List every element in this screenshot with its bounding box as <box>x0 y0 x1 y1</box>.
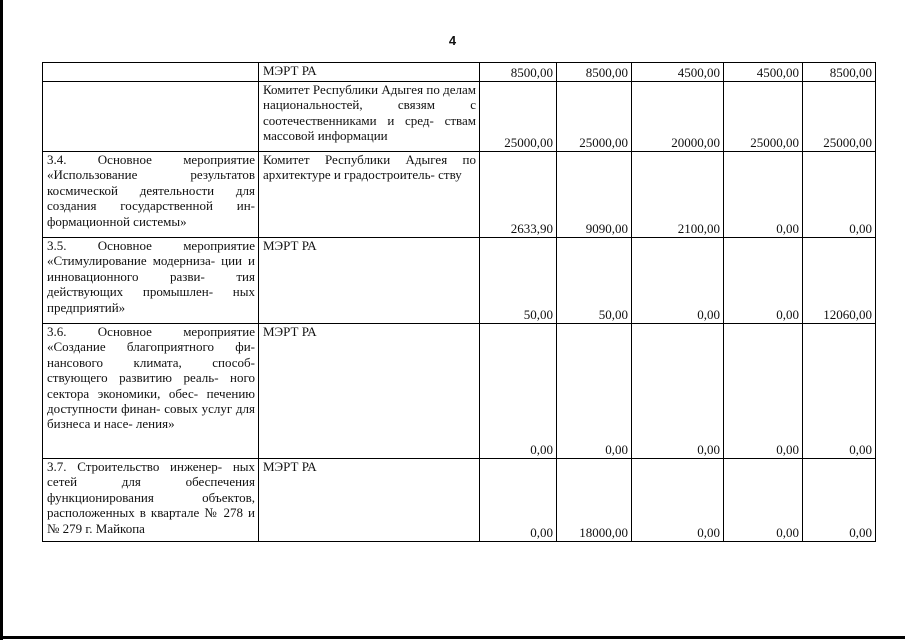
funding-value-cell: 18000,00 <box>557 459 632 542</box>
description-line: формационной системы» <box>47 213 187 229</box>
description-line: № 278 и № 279 г. Майкопа <box>47 505 255 536</box>
funding-value-cell: 50,00 <box>557 238 632 324</box>
activity-description-cell <box>43 324 259 459</box>
budget-table <box>42 62 876 542</box>
funding-value-cell: 0,00 <box>557 324 632 459</box>
executor-cell <box>259 324 480 459</box>
funding-value-cell: 2100,00 <box>632 152 724 238</box>
description-line: функционирования объектов, <box>47 489 255 505</box>
executor-line: МЭРТ РА <box>263 324 317 339</box>
activity-description-cell <box>43 459 259 542</box>
funding-value-cell: 20000,00 <box>632 82 724 152</box>
description-line: совых услуг для бизнеса и насе- <box>47 401 255 432</box>
scan-bottom-border <box>0 636 905 639</box>
executor-line: с соотечественниками и сред- <box>263 97 477 128</box>
description-line: создания государственной ин- <box>47 198 255 214</box>
description-line: космической деятельности для <box>47 182 255 198</box>
activity-description-cell <box>43 82 259 152</box>
funding-value-cell: 25000,00 <box>803 82 876 152</box>
funding-value-cell: 0,00 <box>632 324 724 459</box>
funding-value-cell: 50,00 <box>480 238 557 324</box>
page-number: 4 <box>448 33 457 48</box>
executor-line: Комитет Республики Адыгея по <box>263 152 476 167</box>
description-line: ного сектора экономики, обес- <box>47 370 256 401</box>
executor-line: Комитет Республики Адыгея по <box>263 82 440 97</box>
funding-value-cell: 8500,00 <box>480 63 557 82</box>
description-line: «Стимулирование модерниза- <box>47 253 216 269</box>
funding-value-cell: 4500,00 <box>632 63 724 82</box>
table-row <box>43 238 876 324</box>
executor-cell <box>259 152 480 238</box>
activity-description-cell <box>43 238 259 324</box>
funding-value-cell: 0,00 <box>632 459 724 542</box>
funding-value-cell: 25000,00 <box>480 82 557 152</box>
funding-value-cell: 0,00 <box>803 324 876 459</box>
activity-description-cell <box>43 63 259 82</box>
funding-value-cell: 0,00 <box>480 459 557 542</box>
executor-line: ству <box>438 167 462 183</box>
funding-value-cell: 0,00 <box>480 324 557 459</box>
funding-value-cell: 0,00 <box>724 324 803 459</box>
funding-value-cell: 0,00 <box>803 152 876 238</box>
description-line: расположенных в квартале <box>47 505 200 521</box>
description-line: нансового климата, способ- <box>47 354 255 370</box>
description-line: тия действующих промышлен- <box>47 268 255 300</box>
description-line: ствующего развитию реаль- <box>47 370 219 386</box>
scan-left-border <box>0 0 3 640</box>
executor-line: архитектуре и градостроитель- <box>263 167 435 183</box>
executor-line: МЭРТ РА <box>263 459 317 474</box>
funding-value-cell: 0,00 <box>724 152 803 238</box>
table-body <box>43 63 876 542</box>
description-line: 3.4. Основное мероприятие <box>47 152 255 167</box>
executor-cell <box>259 63 480 82</box>
executor-line: ствам массовой информации <box>263 112 477 144</box>
table-row <box>43 63 876 82</box>
activity-description-cell <box>43 152 259 238</box>
executor-line: МЭРТ РА <box>263 238 317 253</box>
funding-value-cell: 8500,00 <box>803 63 876 82</box>
executor-line: МЭРТ РА <box>263 63 317 78</box>
executor-cell <box>259 238 480 324</box>
description-line: ления» <box>135 416 175 432</box>
table-row <box>43 324 876 459</box>
executor-cell <box>259 82 480 152</box>
funding-value-cell: 2633,90 <box>480 152 557 238</box>
funding-value-cell: 12060,00 <box>803 238 876 324</box>
description-line: 3.5. Основное мероприятие <box>47 238 255 253</box>
funding-value-cell: 8500,00 <box>557 63 632 82</box>
executor-line: делам национальностей, связям <box>263 82 477 113</box>
funding-value-cell: 0,00 <box>724 459 803 542</box>
description-line: ных предприятий» <box>47 284 255 315</box>
table-row <box>43 82 876 152</box>
funding-value-cell: 0,00 <box>724 238 803 324</box>
description-line: 3.6. Основное мероприятие <box>47 324 255 339</box>
funding-value-cell: 0,00 <box>803 459 876 542</box>
funding-value-cell: 25000,00 <box>557 82 632 152</box>
description-line: «Создание благоприятного фи- <box>47 339 255 355</box>
executor-cell <box>259 459 480 542</box>
description-line: «Использование результатов <box>47 167 255 183</box>
funding-value-cell: 0,00 <box>632 238 724 324</box>
description-line: печению доступности финан- <box>47 385 255 417</box>
funding-value-cell: 4500,00 <box>724 63 803 82</box>
table-row <box>43 459 876 542</box>
description-line: ных сетей для обеспечения <box>47 459 256 490</box>
description-line: ции и инновационного разви- <box>47 253 256 284</box>
table-row <box>43 152 876 238</box>
funding-value-cell: 9090,00 <box>557 152 632 238</box>
funding-value-cell: 25000,00 <box>724 82 803 152</box>
description-line: 3.7. Строительство инженер- <box>47 459 223 474</box>
